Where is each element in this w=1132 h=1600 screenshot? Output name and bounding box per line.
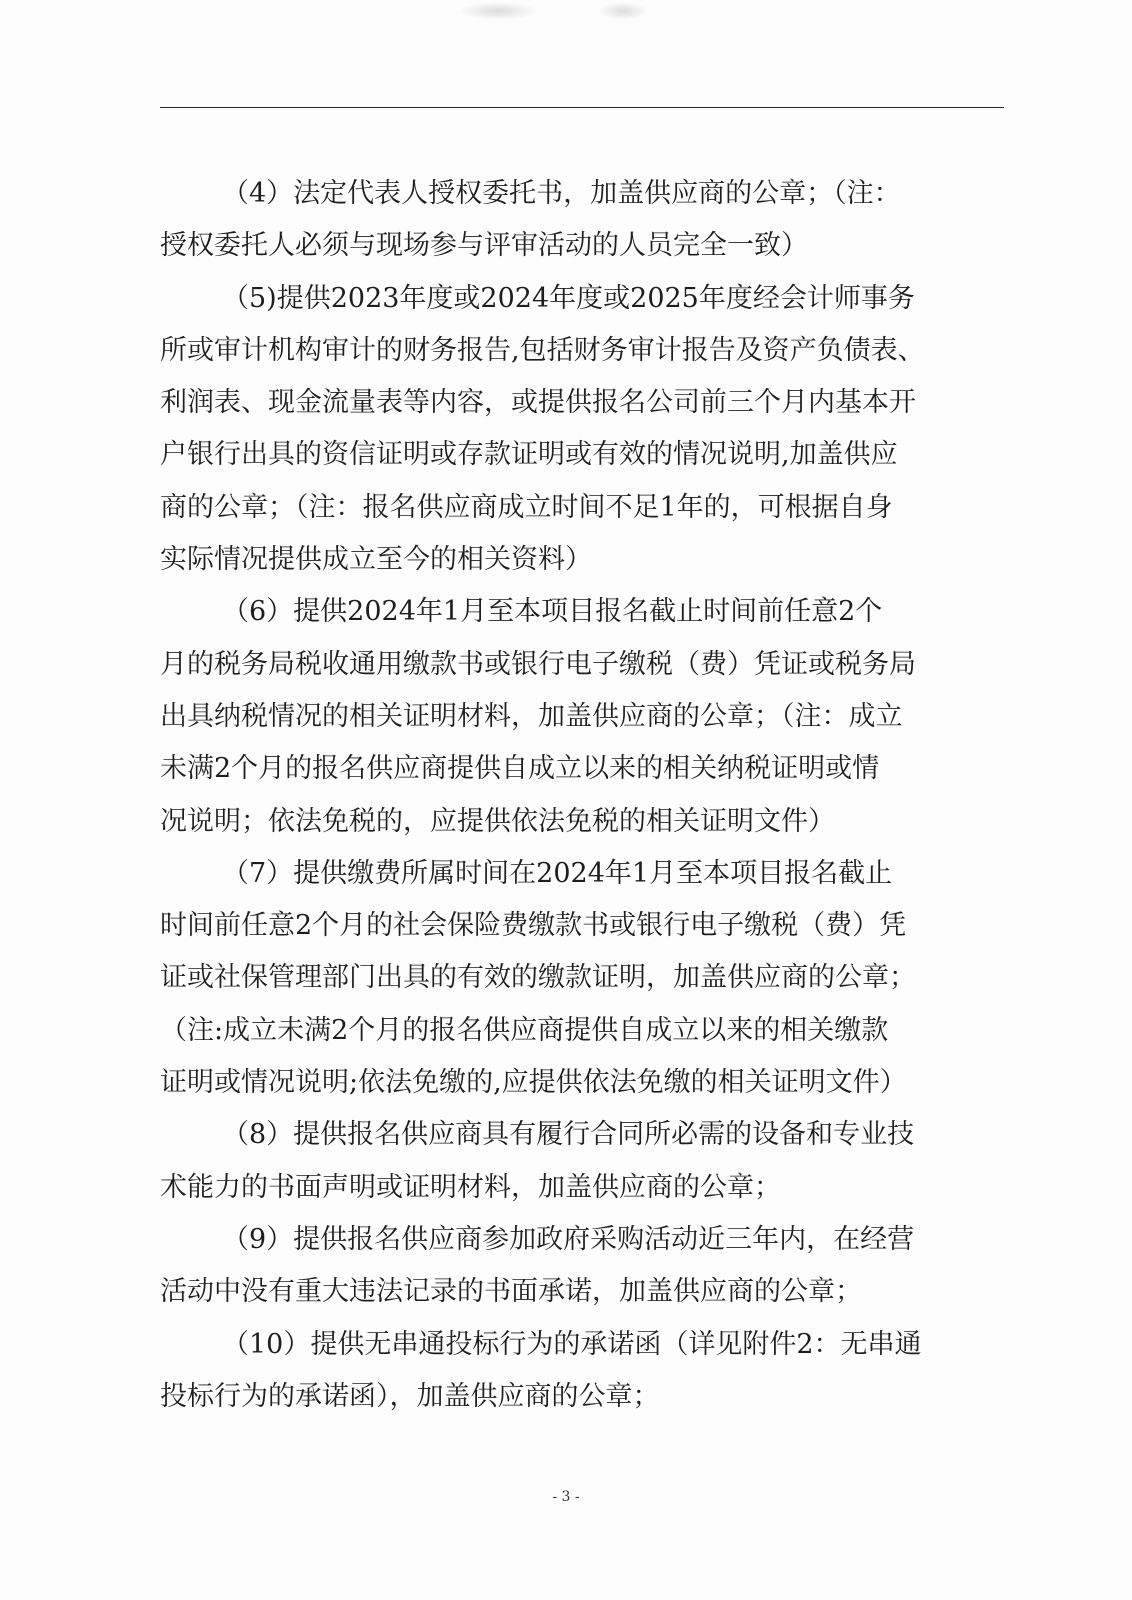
text-line: （9）提供报名供应商参加政府采购活动近三年内，在经营 bbox=[222, 1223, 915, 1255]
text-line: （8）提供报名供应商具有履行合同所必需的设备和专业技 bbox=[222, 1119, 915, 1151]
text-line: （注:成立未满2个月的报名供应商提供自成立以来的相关缴款 bbox=[160, 1014, 889, 1046]
text-line: 户银行出具的资信证明或存款证明或有效的情况说明,加盖供应 bbox=[160, 439, 898, 471]
text-line: 时间前任意2个月的社会保险费缴款书或银行电子缴税（费）凭 bbox=[160, 910, 907, 942]
page-number: - 3 - bbox=[552, 1489, 580, 1505]
text-line: 利润表、现金流量表等内容，或提供报名公司前三个月内基本开 bbox=[160, 387, 916, 419]
text-line: （4）法定代表人授权委托书，加盖供应商的公章；（注： bbox=[222, 178, 901, 209]
text-line: 证明或情况说明;依法免缴的,应提供依法免缴的相关证明文件） bbox=[160, 1067, 907, 1099]
scan-artifact bbox=[598, 2, 648, 20]
text-line: （5)提供2023年度或2024年度或2025年度经会计师事务 bbox=[222, 282, 915, 314]
text-line: 出具纳税情况的相关证明材料，加盖供应商的公章；（注：成立 bbox=[160, 700, 903, 732]
text-line: （7）提供缴费所属时间在2024年1月至本项目报名截止 bbox=[222, 857, 893, 889]
text-line: 活动中没有重大违法记录的书面承诺，加盖供应商的公章； bbox=[160, 1276, 862, 1308]
text-line: 况说明；依法免税的，应提供依法免税的相关证明文件） bbox=[160, 805, 835, 837]
text-line: 证或社保管理部门出具的有效的缴款证明，加盖供应商的公章； bbox=[160, 962, 916, 994]
text-line: 月的税务局税收通用缴款书或银行电子缴税（费）凭证或税务局 bbox=[160, 648, 916, 680]
scan-artifact bbox=[458, 2, 538, 20]
text-line: 投标行为的承诺函），加盖供应商的公章； bbox=[160, 1380, 660, 1412]
text-line: 实际情况提供成立至今的相关资料） bbox=[160, 544, 592, 576]
header-rule bbox=[160, 107, 1004, 108]
text-line: 未满2个月的报名供应商提供自成立以来的相关纳税证明或情 bbox=[160, 753, 880, 785]
text-line: 术能力的书面声明或证明材料，加盖供应商的公章； bbox=[160, 1171, 781, 1203]
text-line: 所或审计机构审计的财务报告,包括财务审计报告及资产负债表、 bbox=[160, 334, 925, 366]
text-line: 商的公章；（注：报名供应商成立时间不足1年的，可根据自身 bbox=[160, 491, 893, 523]
text-line: （6）提供2024年1月至本项目报名截止时间前任意2个 bbox=[222, 596, 883, 628]
text-line: 授权委托人必须与现场参与评审活动的人员完全一致） bbox=[160, 230, 808, 262]
text-line: （10）提供无串通投标行为的承诺函（详见附件2：无串通 bbox=[222, 1328, 922, 1360]
body-text bbox=[160, 168, 1008, 1423]
